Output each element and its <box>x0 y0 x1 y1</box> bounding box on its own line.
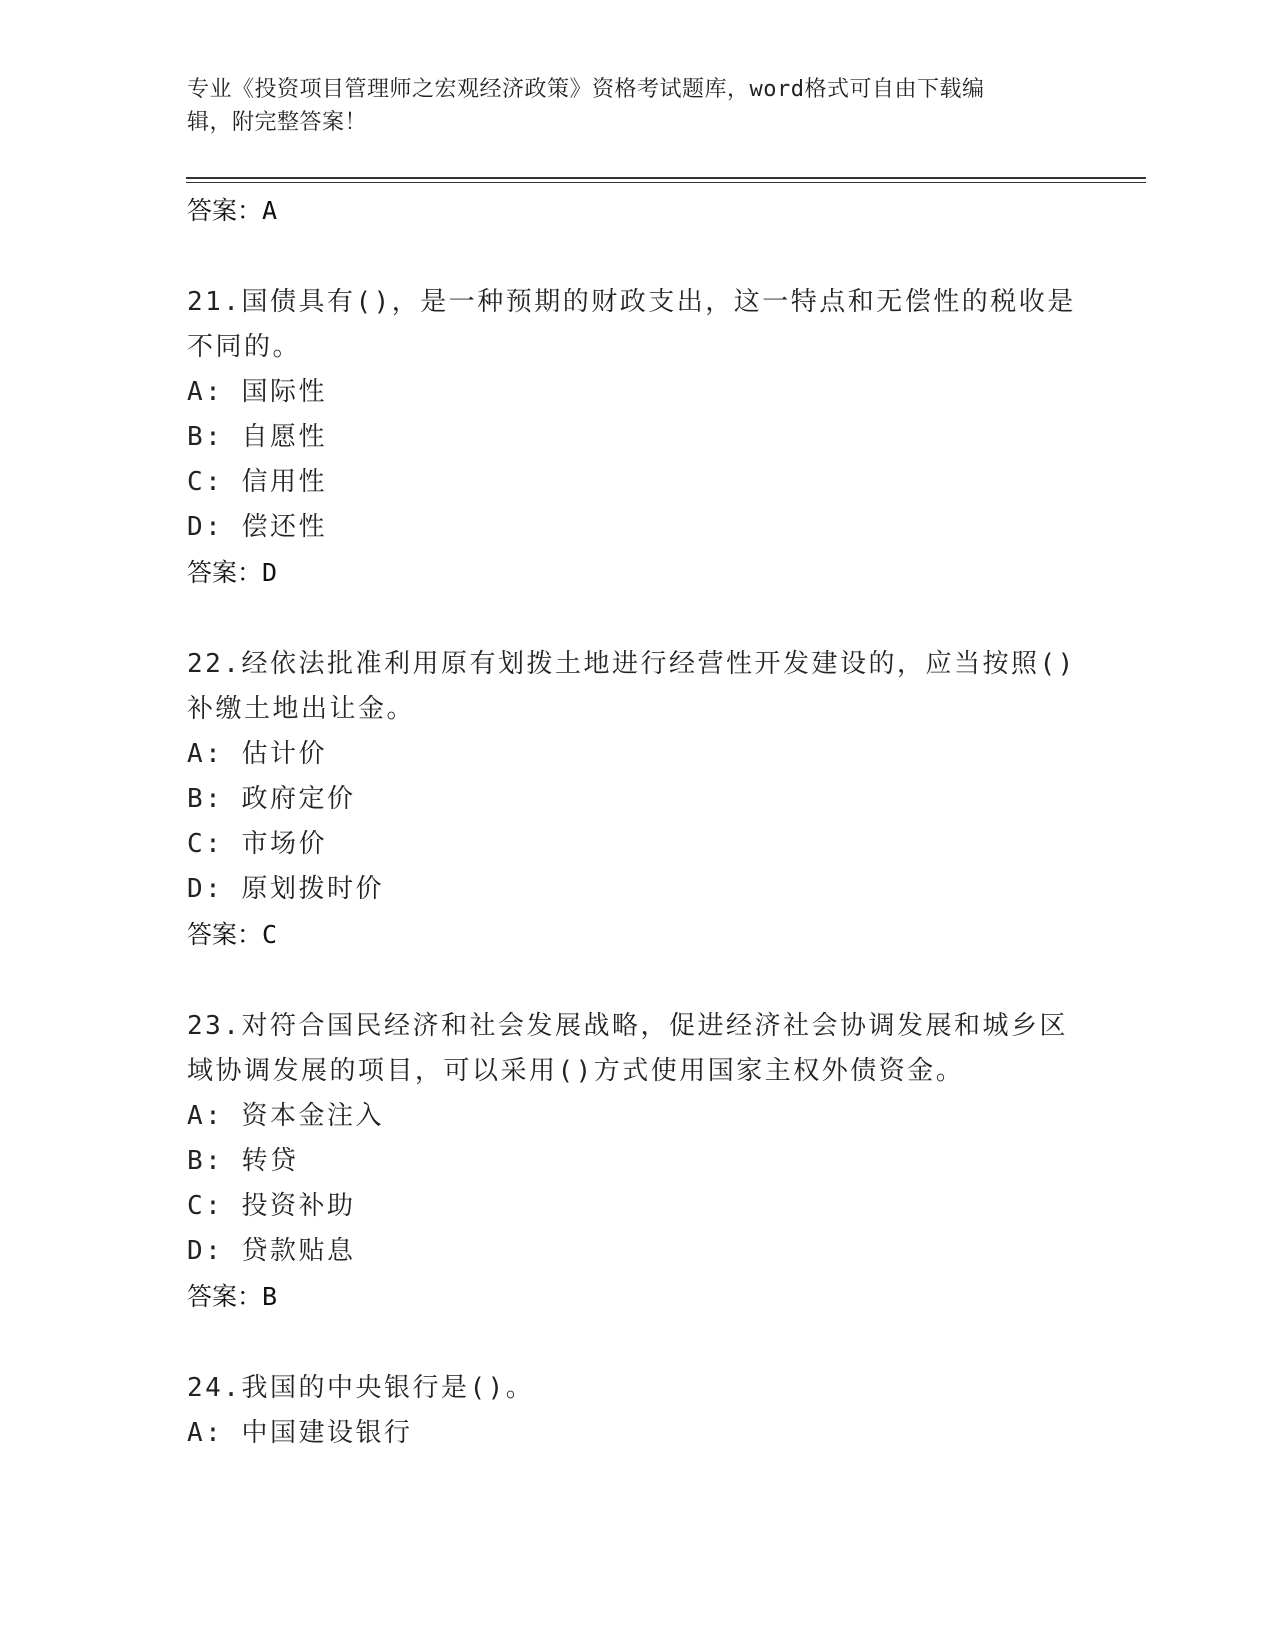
answer-label: 答案： <box>187 920 263 949</box>
document-header <box>187 73 1087 139</box>
question-22 <box>187 642 1087 732</box>
option-a: A: 估计价 <box>187 739 327 769</box>
option-c: C: 投资补助 <box>187 1191 356 1221</box>
header-divider-thick <box>186 177 1146 179</box>
question-text-line-2: 域协调发展的项目，可以采用()方式使用国家主权外债资金。 <box>187 1056 965 1086</box>
question-text-line-1: 22.经依法批准利用原有划拨土地进行经营性开发建设的，应当按照() <box>187 649 1076 679</box>
header-line-2: 辑，附完整答案！ <box>187 110 368 135</box>
header-divider-thin <box>186 182 1146 183</box>
option-b: B: 转贷 <box>187 1146 299 1176</box>
answer-label: 答案： <box>187 558 263 587</box>
answer-line <box>187 912 1087 958</box>
answer-value: A <box>262 196 278 225</box>
question-21 <box>187 280 1087 370</box>
question-text-line-2: 不同的。 <box>187 332 302 362</box>
answer-value: C <box>262 920 278 949</box>
option-a: A: 中国建设银行 <box>187 1418 413 1448</box>
option-b: B: 自愿性 <box>187 422 327 452</box>
answer-line <box>187 188 1087 234</box>
answer-label: 答案： <box>187 196 263 225</box>
option-a: A: 国际性 <box>187 377 327 407</box>
question-23 <box>187 1004 1087 1094</box>
answer-label: 答案： <box>187 1282 263 1311</box>
question-text-line-1: 23.对符合国民经济和社会发展战略，促进经济社会协调发展和城乡区 <box>187 1011 1068 1041</box>
option-d: D: 偿还性 <box>187 512 327 542</box>
question-text-line-1: 21.国债具有()，是一种预期的财政支出，这一特点和无偿性的税收是 <box>187 287 1076 317</box>
question-24 <box>187 1366 1087 1411</box>
option-b: B: 政府定价 <box>187 784 356 814</box>
answer-line <box>187 1274 1087 1320</box>
answer-value: D <box>262 558 278 587</box>
option-d: D: 原划拨时价 <box>187 874 384 904</box>
option-a: A: 资本金注入 <box>187 1101 384 1131</box>
option-c: C: 市场价 <box>187 829 327 859</box>
question-text-line-1: 24.我国的中央银行是()。 <box>187 1373 535 1403</box>
option-c: C: 信用性 <box>187 467 327 497</box>
answer-value: B <box>262 1282 278 1311</box>
answer-line <box>187 550 1087 596</box>
question-list <box>187 188 1087 1456</box>
question-text-line-2: 补缴土地出让金。 <box>187 694 416 724</box>
option-d: D: 贷款贴息 <box>187 1236 356 1266</box>
header-line-1: 专业《投资项目管理师之宏观经济政策》资格考试题库，word格式可自由下载编 <box>187 77 985 102</box>
